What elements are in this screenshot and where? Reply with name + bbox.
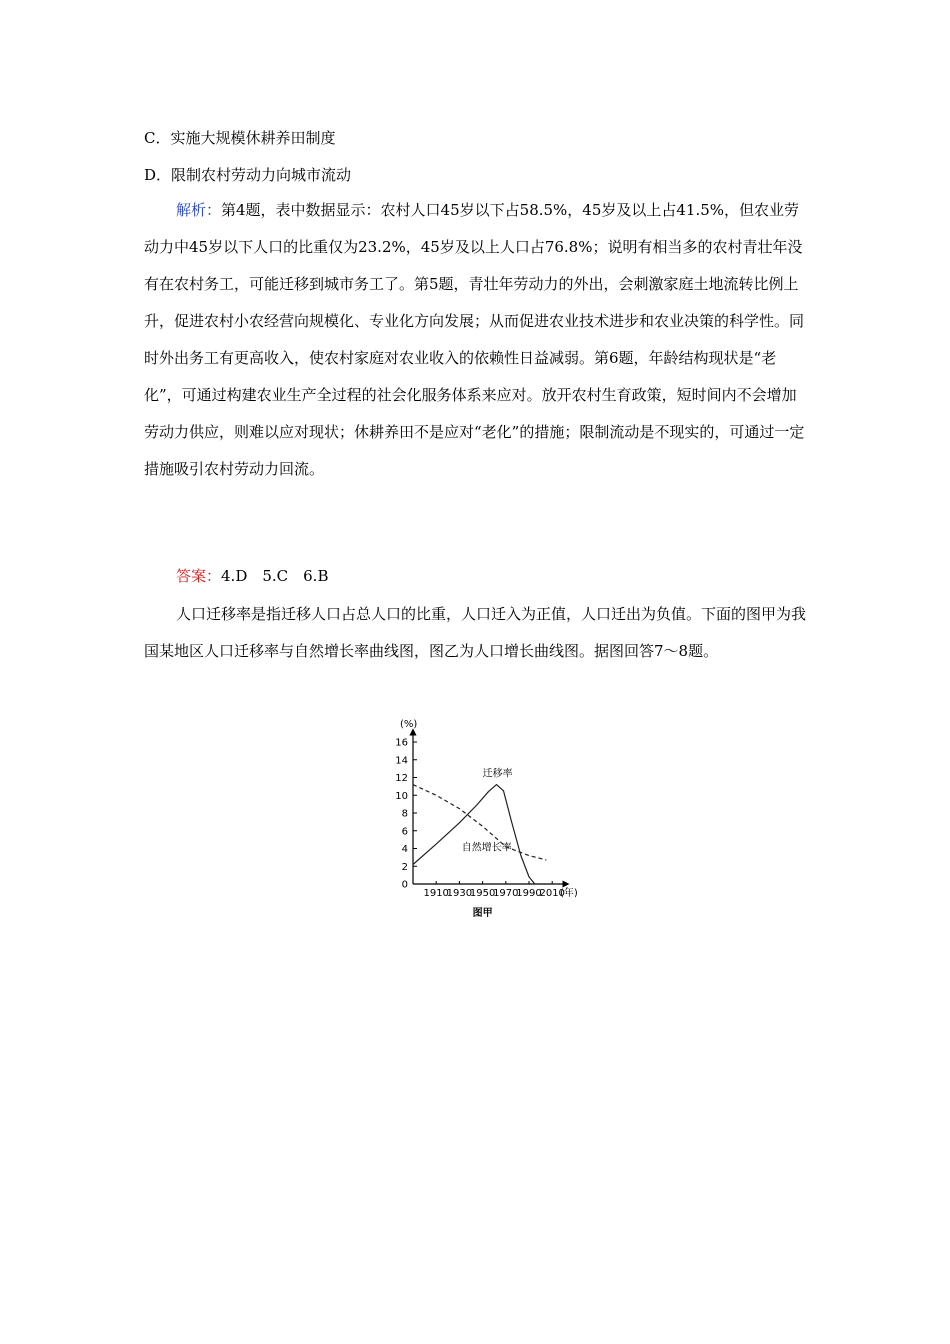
x-tick-label: 2010 <box>539 888 565 899</box>
answer-text: 4.D 5.C 6.B <box>221 567 329 585</box>
chart-axes <box>413 732 566 884</box>
y-axis-label: (%) <box>400 719 418 730</box>
series-label-migration: 迁移率 <box>482 768 513 780</box>
y-tick-label: 16 <box>395 737 408 749</box>
answer-label: 答案： <box>176 567 222 585</box>
y-tick-label: 8 <box>401 808 408 820</box>
series-lines <box>413 785 546 884</box>
intro-paragraph <box>144 596 808 670</box>
analysis-label: 解析： <box>176 201 222 219</box>
figure-jia-chart <box>388 712 603 922</box>
y-tick-label: 10 <box>395 790 408 802</box>
y-tick-label: 12 <box>395 773 408 784</box>
answer-line <box>144 566 328 586</box>
option-d: D．限制农村劳动力向城市流动 <box>144 166 352 184</box>
x-axis-label: (年) <box>560 888 578 899</box>
chart-title: 图甲 <box>472 908 493 919</box>
y-tick-label: 0 <box>401 879 408 891</box>
y-tick-label: 6 <box>401 826 408 838</box>
x-tick-label: 1910 <box>423 888 449 899</box>
x-tick-label: 1970 <box>493 888 519 899</box>
analysis-text: 第4题，表中数据显示：农村人口45岁以下占58.5%，45岁及以上占41.5%，但农业劳动力中45岁以下人口的比重仅为23.2%，45岁及以上人口占76.8%；说明有相当多的农村青壮年没有在农村务工，可能迁移到城市务工了。第5题，青壮年劳动力的外出，会刺激家庭土地流转比例上升，促进农村小农经营向规模化、专业化方向发展；从而促进农业技术进步和农业决策的科学性。同时外出务工有更高收入，使农村家庭对农业收入的依赖性日益减弱。第6题，年龄结构现状是“老化”，可通过构建农业生产全过程的社会化服务体系来应对。放开农村生育政策，短时间内不会增加劳动力供应，则难以应对现状；休耕养田不是应对“老化”的措施；限制流动是不现实的，可通过一定措施吸引农村劳动力回流。 <box>144 201 805 478</box>
x-tick-label: 1930 <box>446 888 473 899</box>
x-tick-label: 1950 <box>469 888 496 899</box>
migration-rate-line <box>413 785 535 884</box>
y-axis-ticks <box>395 738 417 891</box>
option-c: C．实施大规模休耕养田制度 <box>144 129 336 147</box>
x-tick-label: 1990 <box>516 888 542 899</box>
intro-text: 人口迁移率是指迁移人口占总人口的比重，人口迁入为正值，人口迁出为负值。下面的图甲为我国某地区人口迁移率与自然增长率曲线图，图乙为人口增长曲线图。据图回答7～8题。 <box>144 605 807 660</box>
y-tick-label: 2 <box>401 861 408 873</box>
y-tick-label: 4 <box>401 844 408 855</box>
y-tick-label: 14 <box>395 755 408 767</box>
analysis-paragraph <box>144 192 808 488</box>
series-label-natural-growth: 自然增长率 <box>461 842 512 854</box>
